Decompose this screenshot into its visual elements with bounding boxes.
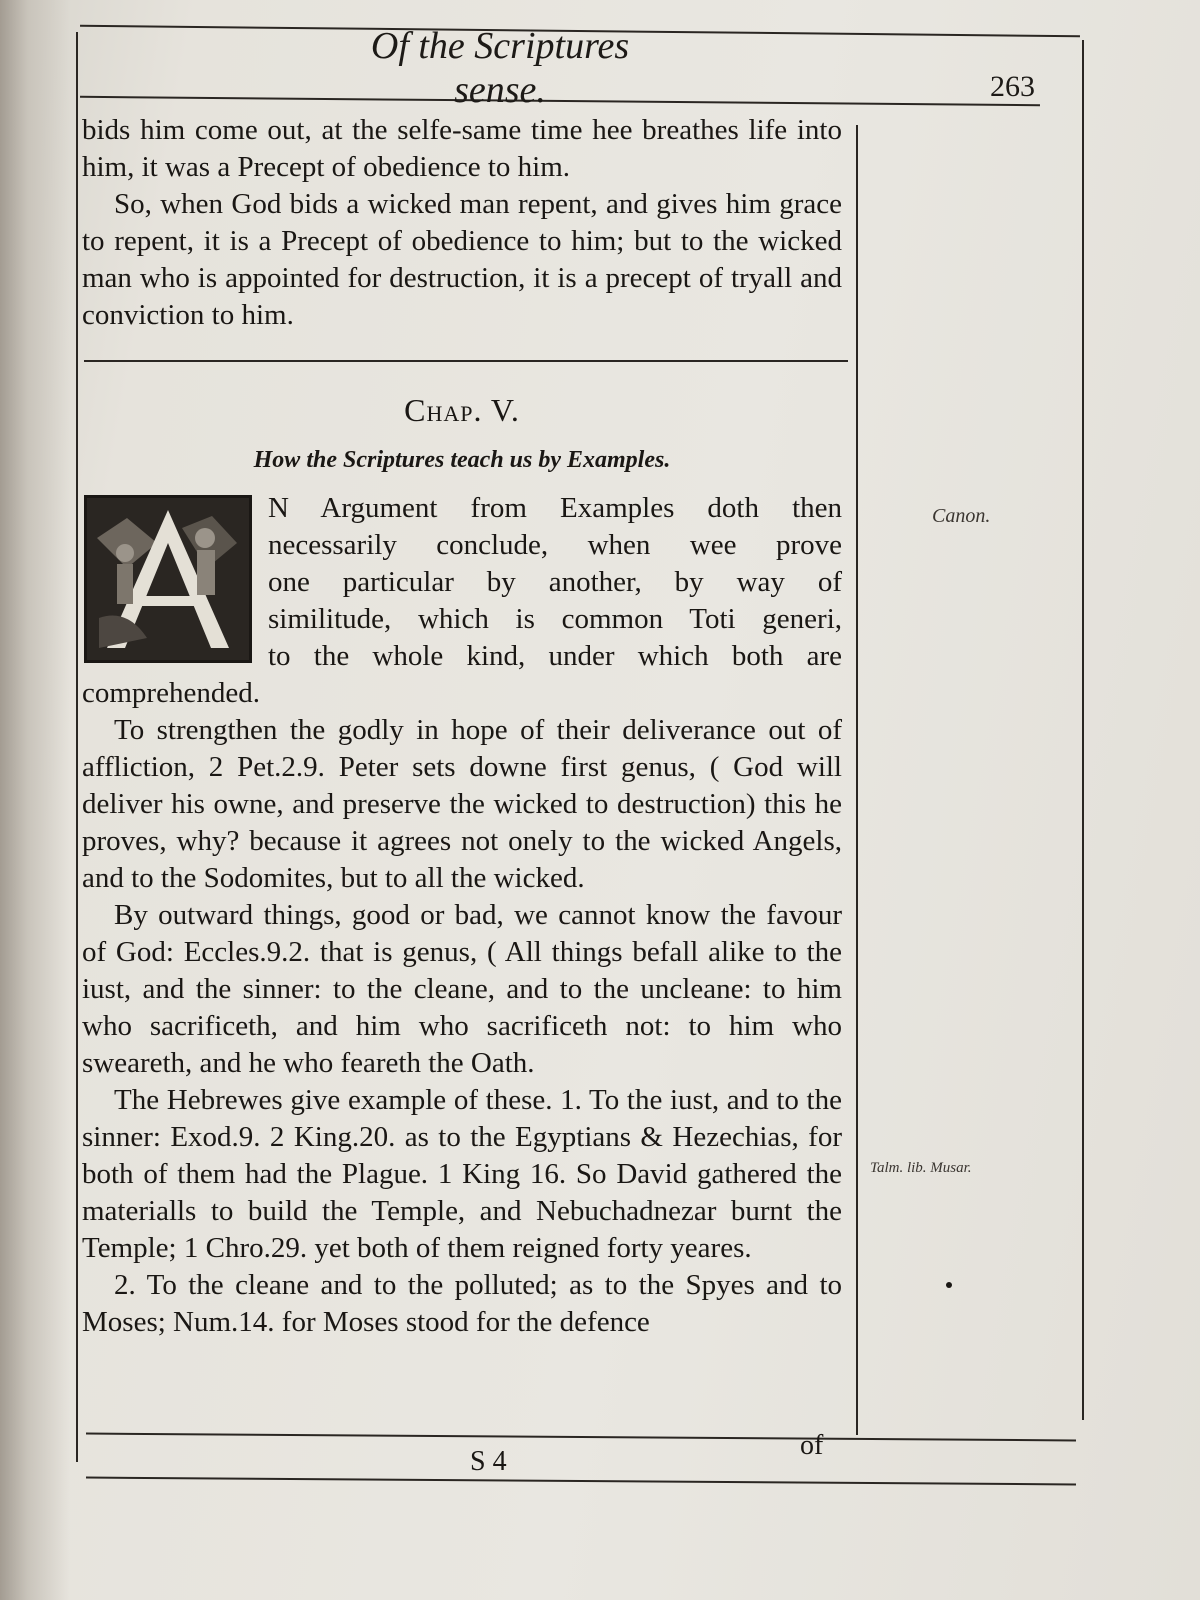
frame-left-rule — [76, 32, 78, 1462]
catchword: of — [800, 1430, 824, 1461]
page-number: 263 — [990, 70, 1035, 103]
line: necessarily conclude, when wee prove — [268, 529, 842, 561]
top-continuation-block — [82, 112, 842, 334]
line: to the whole kind, under which both are — [268, 640, 842, 672]
paragraph-cleane: 2. To the cleane and to the polluted; as to the Spyes and to Moses; Num.14. for Moses stood for the defence — [82, 1269, 842, 1338]
chapter-separator-rule — [84, 360, 848, 362]
ink-speck — [946, 1282, 952, 1288]
body-text — [82, 675, 842, 1341]
line: similitude, which is common Toti generi, — [268, 603, 842, 635]
paragraph-argument — [268, 490, 842, 675]
text-column-rule — [856, 125, 858, 1435]
woodcut-initial-a — [84, 495, 252, 663]
paragraph-outward-things: By outward things, good or bad, we cannot know the favour of God: Eccles.9.2. that is genus, ( All things befall alike to the iust, and the sinner: to the cleane, and to the uncleane: to him who sacrificeth, and him who sacrificeth not: to him who sweareth, and he who feareth the Oath. — [82, 899, 842, 1079]
running-head: Of the Scriptures sense. — [370, 25, 630, 111]
margin-note-talmud: Talm. lib. Musar. — [870, 1160, 972, 1176]
signature-mark: S 4 — [470, 1446, 507, 1477]
chapter-title: Chap. V. — [404, 392, 520, 428]
woodcut-illustration — [87, 498, 249, 660]
frame-right-rule — [1082, 40, 1084, 1420]
chapter-subtitle: How the Scriptures teach us by Examples. — [253, 447, 671, 473]
paragraph-godly: To strengthen the godly in hope of their deliverance out of affliction, 2 Pet.2.9. Peter sets downe first genus, ( God will deliver his owne, and preserve the wicked to destruction) this he proves, why? because it agrees not onely to the wicked Angels, and to the Sodomites, but to all the wicked. — [82, 714, 842, 894]
spine-shadow — [0, 0, 70, 1600]
margin-note-canon: Canon. — [932, 505, 991, 527]
line: one particular by another, by way of — [268, 566, 842, 598]
paragraph-hebrewes: The Hebrewes give example of these. 1. To the iust, and to the sinner: Exod.9. 2 King.20. as to the Egyptians & Hezechias, for both of them had the Plague. 1 King 16. So David gathered the materialls to build the Temple, and Nebuchadnezar burnt the Temple; 1 Chro.29. yet both of them reigned forty yeares. — [82, 1084, 842, 1264]
paragraph-repent: So, when God bids a wicked man repent, and gives him grace to repent, it is a Precept of obedience to him; but to the wicked man who is appointed for destruction, it is a precept of tryall and conviction to him. — [82, 188, 842, 331]
line: N Argument from Examples doth then — [268, 492, 842, 524]
paragraph-continuation: bids him come out, at the selfe-same time hee breathes life into him, it was a Precept of obedience to him. — [82, 114, 842, 183]
paragraph-argument-tail: comprehended. — [82, 677, 260, 709]
